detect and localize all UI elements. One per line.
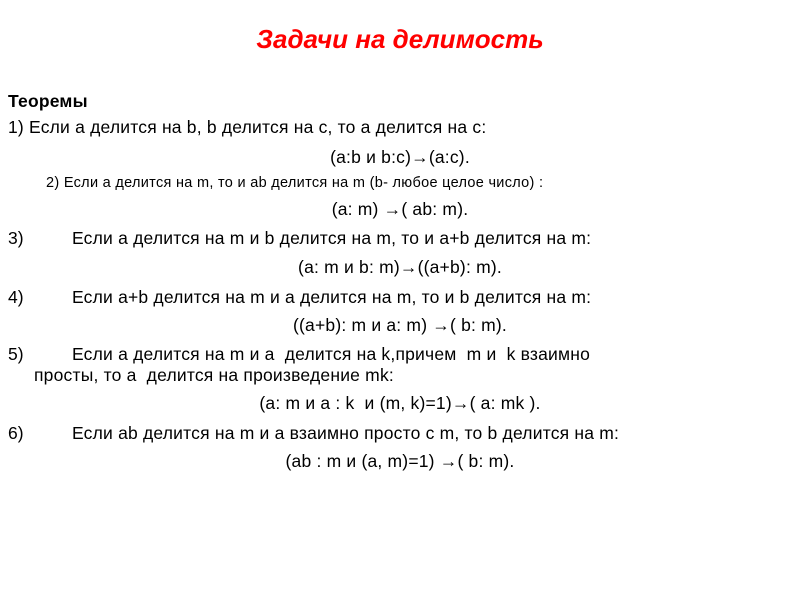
theorems-heading: Теоремы (8, 91, 88, 111)
theorem-2-text: 2) Если a делится на m, то и ab делится на m (b- любое целое число) : (46, 175, 544, 191)
theorem-3-number: 3) (8, 228, 24, 248)
theorem-3-formula: (a: m и b: m)→((a+b): m). (298, 257, 502, 277)
theorem-4-number: 4) (8, 287, 24, 307)
theorem-1-text: 1) Если a делится на b, b делится на c, то a делится на c: (8, 117, 487, 137)
theorem-5-text: Если a делится на m и a делится на k,причем m и k взаимно (72, 344, 591, 364)
theorem-3-text: Если a делится на m и b делится на m, то и a+b делится на m: (72, 228, 592, 248)
theorem-6-number: 6) (8, 423, 24, 443)
theorem-1-formula: (a:b и b:c)→(a:c). (330, 147, 470, 167)
theorem-4-text: Если a+b делится на m и a делится на m, то и b делится на m: (72, 287, 592, 307)
theorem-5-formula: (a: m и a : k и (m, k)=1)→( a: mk ). (259, 393, 541, 413)
theorem-6-formula: (ab : m и (a, m)=1) →( b: m). (285, 451, 515, 471)
theorem-5-text-continued: просты, то a делится на произведение mk: (34, 365, 394, 385)
slide-title: Задачи на делимость (256, 24, 544, 54)
theorem-6-text: Если ab делится на m и a взаимно просто с m, то b делится на m: (72, 423, 620, 443)
theorem-4-formula: ((a+b): m и a: m) →( b: m). (292, 315, 507, 335)
theorem-2-formula: (a: m) →( ab: m). (331, 199, 469, 219)
theorem-5-number: 5) (8, 344, 24, 364)
